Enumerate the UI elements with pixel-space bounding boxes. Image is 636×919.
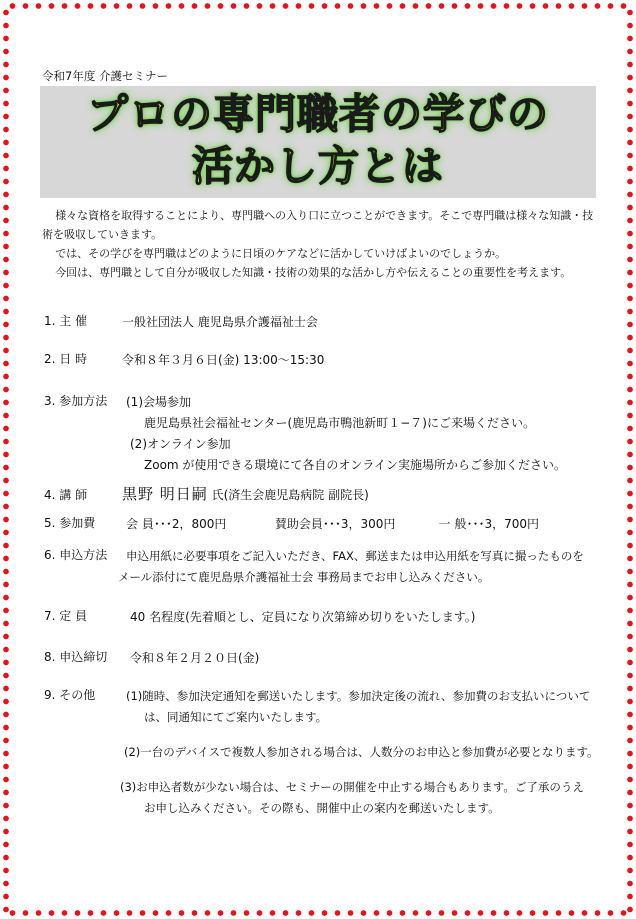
intro-paragraph-3: 今回は、専門職として自分が吸収した知識・技術の効果的な活かし方や伝えることの重要性を考えます。 [55,266,572,279]
section-datetime [38,350,598,371]
intro-text [42,206,600,282]
border-bottom [6,907,630,919]
attendance-venue-detail: 鹿児島県社会福祉センター(鹿児島市鴨池新町１−７)にご来場ください。 [144,416,535,430]
lecturer-label: 4. 講 師 [44,488,88,502]
datetime-label: 2. 日 時 [44,352,88,366]
capacity-label: 7. 定 員 [44,609,88,623]
border-top [6,0,630,12]
application-line-2: メール添付にて鹿児島県介護福祉士会 事務局までお申し込みください。 [118,570,490,584]
title-banner [40,86,596,198]
other-note-1a: (1)随時、参加決定通知を郵送いたします。参加決定後の流れ、参加費のお支払いについて [126,689,591,703]
border-right [624,6,636,913]
organizer-value: 一般社団法人 鹿児島県介護福祉士会 [122,315,318,329]
other-note-2: (2)一台のデバイスで複数人参加される場合は、人数分のお申込と参加費が必要となります。 [124,745,599,759]
section-deadline [38,648,598,669]
fee-general: 一 般･･･3，700円 [438,517,540,531]
datetime-value: 令和８年３月６日(金) 13:00～15:30 [122,353,325,367]
flyer-content [38,68,600,282]
capacity-value: 40 名程度(先着順とし、定員になり次第締め切りをいたします。) [130,610,476,624]
fee-label: 5. 参加費 [44,516,96,530]
application-line-1: 申込用紙に必要事項をご記入いただき、FAX、郵送または申込用紙を写真に撮ったものを [126,549,584,563]
other-note-3a: (3)お申込者数が少ない場合は、セミナーの開催を中止する場合もあります。ご了承のうえ [120,780,584,794]
attendance-label: 3. 参加方法 [44,394,108,408]
fee-supporting-member: 賛助会員･･･3，300円 [274,517,396,531]
section-organizer [38,312,598,333]
section-fee [38,514,598,535]
application-label: 6. 申込方法 [44,548,108,562]
deadline-label: 8. 申込締切 [44,650,108,664]
attendance-option-online: (2)オンライン参加 [130,437,231,451]
intro-paragraph-1: 様々な資格を取得することにより、専門職への入り口に立つことができます。そこで専門職は様々な知識・技術を吸収していきます。 [42,209,594,241]
organizer-label: 1. 主 催 [44,314,88,328]
section-application [38,546,598,588]
intro-paragraph-2: では、その学びを専門職はどのように日頃のケアなどに活かしていけばよいのでしょうか。 [55,247,507,260]
other-label: 9. その他 [44,688,96,702]
section-lecturer [38,484,598,506]
other-note-1b: は、同通知にてご案内いたします。 [144,710,328,724]
title-line-2: 活かし方とは [192,142,444,190]
fee-member: 会 員･･･2，800円 [126,517,227,531]
other-note-3b: お申し込みください。その際も、開催中止の案内を郵送いたします。 [144,801,500,815]
attendance-option-venue: (1)会場参加 [126,395,191,409]
lecturer-name: 黒野 明日嗣 [122,485,208,503]
attendance-online-detail: Zoom が使用できる環境にて各自のオンライン実施場所からご参加ください。 [144,458,567,472]
title-line-1: プロの専門職者の学びの [87,90,549,138]
section-other [38,686,600,819]
event-subtitle: 令和7年度 介護セミナー [42,69,168,83]
section-attendance [38,392,598,476]
lecturer-affiliation: 氏(済生会鹿児島病院 副院長) [211,488,369,502]
border-left [0,6,12,913]
deadline-value: 令和８年２月２０日(金) [130,651,260,665]
section-capacity [38,607,598,628]
